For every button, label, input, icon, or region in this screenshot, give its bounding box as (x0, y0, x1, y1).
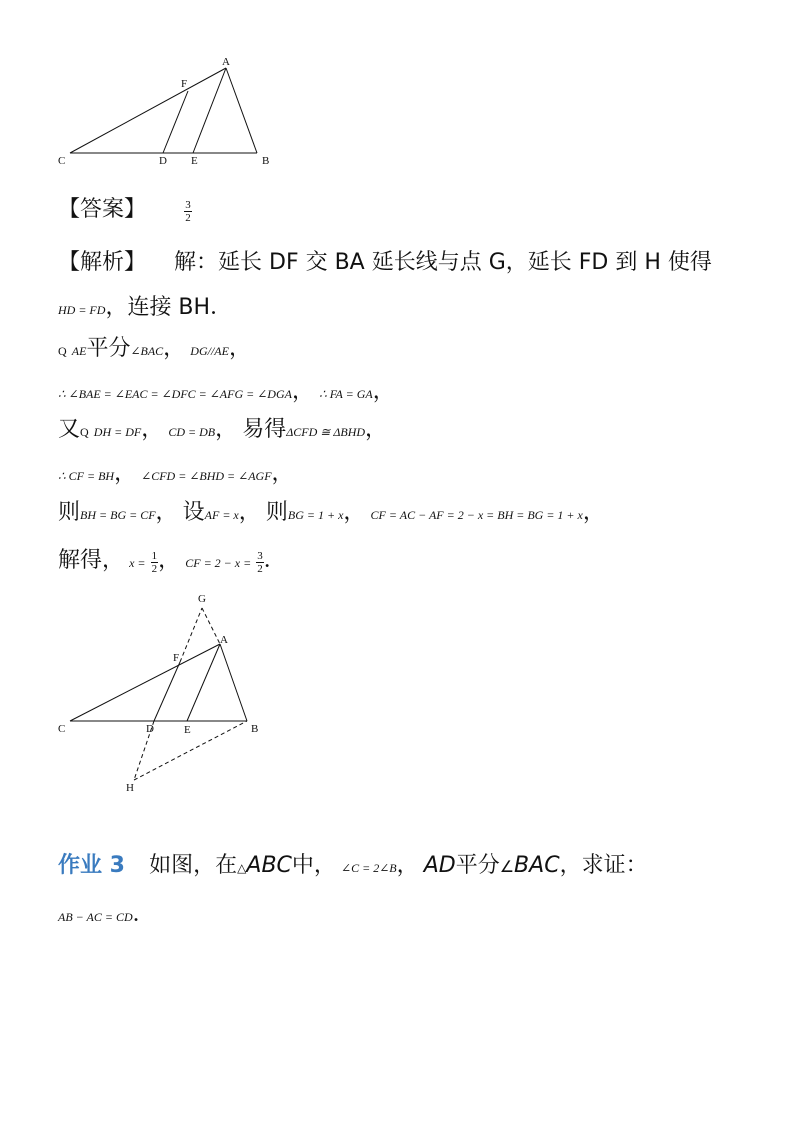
answer-label: 【答案】 (58, 197, 147, 222)
fraction-cf-denominator: 2 (257, 563, 263, 575)
comma: ， (238, 500, 261, 525)
analysis-text-1: 解：延长 DF 交 BA 延长线与点 G，延长 FD 到 H 使得 (174, 250, 712, 275)
analysis-line-2 (58, 290, 232, 321)
segment-ca (70, 68, 226, 153)
comma: ， (271, 461, 294, 486)
formula-dh-df: DH = DF (93, 425, 142, 439)
label-d: D (159, 155, 167, 167)
analysis-label: 【解析】 (58, 250, 147, 275)
comma: ， (343, 500, 366, 525)
label-a: A (220, 634, 228, 646)
comma: ， (365, 417, 388, 442)
formula-angle-bac: ∠BAC (130, 344, 164, 358)
homework-text-3: 平分 (455, 853, 500, 878)
formula-bh-bg-cf: BH = BG = CF (80, 508, 156, 522)
triangle-symbol: △ (237, 861, 247, 875)
text-easy: 易得 (242, 417, 287, 442)
text-solve: 解得， (58, 548, 125, 573)
analysis-text-2: ，连接 BH． (105, 295, 233, 320)
formula-x-eq: x = (129, 556, 146, 570)
homework-text-2: 中， (291, 853, 336, 878)
fraction-cf-numerator: 3 (257, 550, 263, 562)
label-c: C (58, 723, 66, 735)
formula-bg: BG = 1 + x (287, 508, 344, 522)
answer-line (58, 192, 192, 224)
formula-af-x: AF = x (204, 508, 239, 522)
fraction-x-numerator: 1 (151, 550, 158, 562)
answer-fraction (184, 199, 192, 224)
formula-angle-condition: ∠C = 2∠B (341, 861, 397, 875)
formula-hd-fd: HD = FD (58, 303, 106, 317)
homework-bac: BAC (514, 853, 560, 878)
formula-ae: AE (71, 344, 87, 358)
answer-denominator: 2 (185, 212, 191, 224)
label-a: A (222, 56, 230, 68)
comma: ， (141, 417, 164, 442)
comma: ， (372, 379, 395, 404)
dashed-ga (202, 608, 220, 644)
figure-1-triangle (50, 50, 290, 175)
homework-abc: ABC (246, 853, 292, 878)
homework-line-2 (58, 897, 155, 928)
figure-2-construction (50, 588, 280, 798)
label-e: E (191, 155, 198, 167)
label-g: G (198, 593, 206, 605)
label-f: F (181, 78, 188, 90)
segment-ea (187, 644, 220, 721)
formula-angles-2: ∠CFD = ∠BHD = ∠AGF (141, 469, 272, 483)
homework-sep: ， (396, 853, 419, 878)
formula-congruent: ΔCFD ≅ ΔBHD (286, 425, 366, 439)
label-b: B (251, 723, 259, 735)
segment-ea (193, 68, 226, 153)
label-d: D (146, 723, 154, 735)
comma: ， (582, 500, 605, 525)
label-b: B (262, 155, 270, 167)
text-let: 设 (182, 500, 205, 525)
formula-fa-ga: ∴ FA = GA (319, 387, 373, 401)
homework-label: 作业 3 (58, 853, 125, 878)
analysis-line-6 (58, 456, 294, 487)
homework-line-1 (58, 848, 648, 879)
label-e: E (184, 724, 191, 736)
analysis-line-8 (58, 543, 286, 575)
fraction-x-denominator: 2 (151, 563, 158, 575)
analysis-line-7 (58, 495, 605, 526)
answer-numerator: 3 (185, 199, 191, 211)
because-symbol-2: Q (80, 425, 89, 439)
comma: ， (155, 500, 178, 525)
formula-angles-equal: ∴ ∠BAE = ∠EAC = ∠DFC = ∠AFG = ∠DGA (58, 387, 292, 401)
comma: ， (215, 417, 238, 442)
homework-end: ． (132, 902, 155, 927)
formula-cf-eq: CF = 2 − x = (185, 556, 252, 570)
analysis-line-5 (58, 412, 387, 443)
formula-proof-goal: AB − AC = CD (58, 910, 133, 924)
formula-cd-db: CD = DB (168, 425, 216, 439)
period: ． (263, 548, 286, 573)
segment-ab (220, 644, 247, 721)
dashed-fg (180, 608, 202, 662)
segment-ab (226, 68, 257, 153)
label-f: F (173, 652, 180, 664)
comma: ， (228, 336, 251, 361)
comma: ， (114, 461, 137, 486)
homework-text-4: ，求证： (559, 853, 648, 878)
formula-dg-ae: DG//AE (190, 344, 229, 358)
comma: ， (158, 548, 181, 573)
analysis-line-1 (58, 245, 712, 276)
homework-ad: AD (423, 853, 456, 878)
text-bisect: 平分 (86, 336, 131, 361)
fraction-cf (256, 550, 264, 575)
because-symbol-1: Q (58, 344, 67, 358)
segment-ca (70, 644, 220, 721)
comma: ， (163, 336, 186, 361)
analysis-line-4 (58, 374, 395, 405)
text-then-2: 则 (265, 500, 288, 525)
text-then: 则 (58, 500, 81, 525)
text-also: 又 (58, 417, 81, 442)
formula-cf-long: CF = AC − AF = 2 − x = BH = BG = 1 + x (370, 508, 583, 522)
label-h: H (126, 782, 134, 794)
analysis-line-3 (58, 331, 251, 362)
label-c: C (58, 155, 66, 167)
homework-text-1: 如图，在 (149, 853, 238, 878)
formula-cf-bh: ∴ CF = BH (58, 469, 115, 483)
angle-symbol: ∠ (499, 857, 515, 876)
comma: ， (291, 379, 314, 404)
